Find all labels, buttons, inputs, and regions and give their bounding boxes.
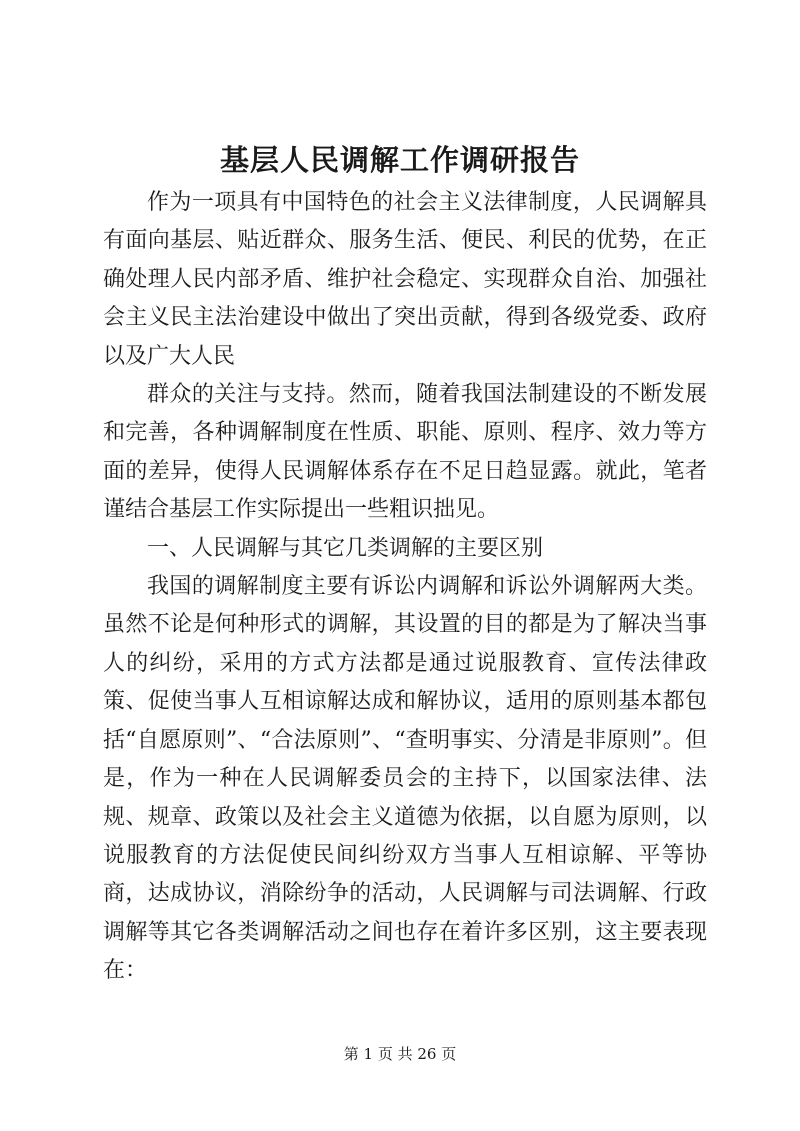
paragraph-section-1: 我国的调解制度主要有诉讼内调解和诉讼外调解两大类。虽然不论是何种形式的调解，其设置的目的都是为了解决当事人的纠纷，采用的方式方法都是通过说服教育、宣传法律政策、促使当事人互相谅解达成和解协议，适用的原则基本都包括“自愿原则”、“合法原则”、“查明事实、分清是非原则”。但是，作为一种在人民调解委员会的主持下，以国家法律、法规、规章、政策以及社会主义道德为依据，以自愿为原则，以说服教育的方法促使民间纠纷双方当事人互相谅解、平等协商，达成协议，消除纷争的活动，人民调解与司法调解、行政调解等其它各类调解活动之间也存在着许多区别，这主要表现在： (103, 574, 707, 984)
page-footer: 第 1 页 共 26 页 (343, 1045, 457, 1063)
paragraph-intro: 作为一项具有中国特色的社会主义法律制度，人民调解具有面向基层、贴近群众、服务生活、便民、利民的优势，在正确处理人民内部矛盾、维护社会稳定、实现群众自治、加强社会主义民主法治建设中做出了突出贡献，得到各级党委、政府以及广大人民 (103, 190, 707, 369)
paragraph-continuation: 群众的关注与支持。然而，随着我国法制建设的不断发展和完善，各种调解制度在性质、职能、原则、程序、效力等方面的差异，使得人民调解体系存在不足日趋显露。就此，笔者谨结合基层工作实际提出一些粗识拙见。 (103, 382, 707, 523)
document-title: 基层人民调解工作调研报告 (219, 143, 580, 177)
section-heading: 一、人民调解与其它几类调解的主要区别 (147, 535, 544, 561)
document-body (103, 184, 707, 991)
